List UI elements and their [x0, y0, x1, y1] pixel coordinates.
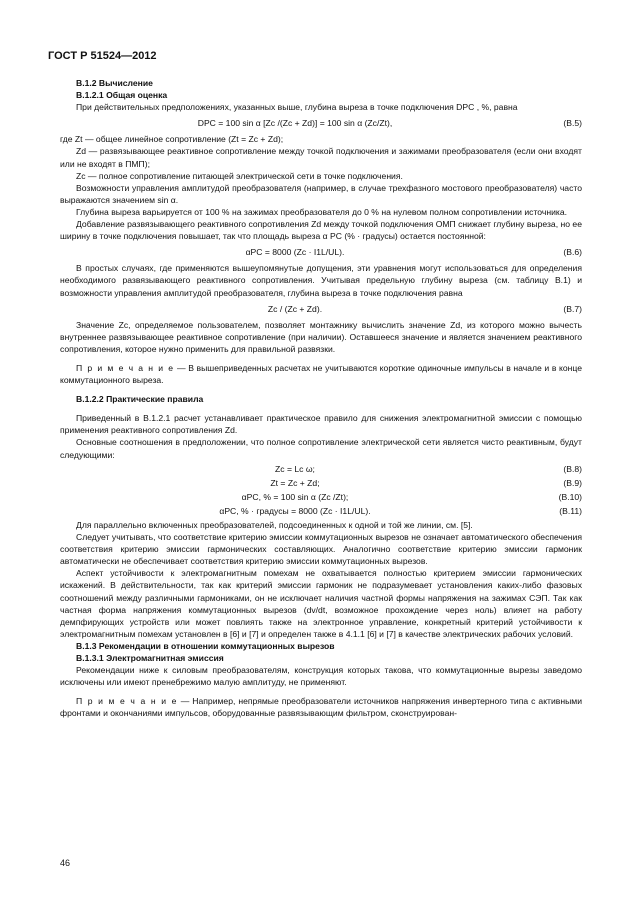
equation-expression: Zc = Lc ω; [275, 463, 315, 474]
equation-number: (В.8) [563, 463, 582, 474]
equation-b11 [60, 505, 582, 517]
equation-number: (В.5) [563, 118, 582, 129]
section-heading-b131: В.1.3.1 Электромагнитная эмиссия [76, 653, 224, 664]
equation-number: (В.9) [563, 477, 582, 488]
note-text: — Например, непрямые преобразователи источников напряжения инвертерного типа с активными фронтами и окончаниями импульсов, оборудованные развязывающим фильтром, сконструирован- [60, 696, 582, 719]
equation-expression: DPC = 100 sin α [Zc /(Zc + Zd)] = 100 sin α (Zc/Zt), [197, 118, 393, 129]
definition-zt: где Zt — общее линейное сопротивление (Zt = Zc + Zd); [60, 134, 284, 145]
note-label: П р и м е ч а н и е [76, 362, 175, 373]
equation-b8 [60, 463, 582, 475]
paragraph: Для параллельно включенных преобразователей, подсоединенных к одной и той же линии, см. [5]. [76, 520, 473, 530]
equation-b7 [60, 303, 582, 315]
equation-number: (В.10) [558, 491, 582, 502]
equation-b6 [60, 246, 582, 258]
page-content [60, 77, 582, 720]
equation-expression: αPC = 8000 (Zc · I1L/UL). [245, 247, 345, 258]
equation-number: (В.6) [563, 247, 582, 258]
equation-b10 [60, 491, 582, 503]
paragraph: В простых случаях, где применяются вышеупомянутые допущения, эти уравнения могут использоваться для определения необходимого развязывающего реактивного сопротивления. Учитывая предельную глубину выреза (см. таблицу В.1) и возможности управления амплитудой преобразователя, глубина выреза в точке подключения равна [60, 263, 582, 298]
equation-expression: αPC, % · градусы = 8000 (Zc · I1L/UL). [219, 505, 371, 516]
paragraph: При действительных предположениях, указанных выше, глубина выреза в точке подключения DPC , %, равна [76, 102, 518, 113]
paragraph: Значение Zc, определяемое пользователем, позволяет монтажнику вычислить значение Zd, из которого можно вычесть внутреннее развязывающее реактивное сопротивление (при наличии). Оставшееся значение и является значением реактивного сопротивления, которое нужно применить для правильной развязки. [60, 319, 582, 354]
definition-zc: Zc — полное сопротивление питающей электрической сети в точке подключения. [76, 170, 403, 181]
note-text: — В вышеприведенных расчетах не учитываются короткие одиночные импульсы в начале и в конце коммутационного выреза. [60, 362, 582, 386]
paragraph: Глубина выреза варьируется от 100 % на зажимах преобразователя до 0 % на нулевом полном сопротивлении источника. [76, 206, 568, 217]
paragraph: Аспект устойчивости к электромагнитным помехам не охватывается полностью критерием эмиссии гармонических искажений. В действительности, так как критерий эмиссии гармоник не подразумевает установления каких-либо фазовых соотношений между различными гармониками, он не исключает наличия частной формы напряжения на зажимах СЭП. Так как частная форма напряжения коммутационных вырезов (dv/dt, возможное прохождение через ноль) влияет на работу демпфирующих устройств или может повлиять также на электронное управление, конкретный критерий устойчивости к электромагнитным помехам установлен в [6] и [7] и определен также в 4.1.1 [6] и [7] в качестве электрических рабочих условий. [60, 568, 582, 639]
equation-expression: Zt = Zc + Zd; [270, 477, 320, 488]
section-heading-b13: В.1.3 Рекомендации в отношении коммутационных вырезов [76, 640, 335, 651]
equation-expression: Zc / (Zc + Zd). [267, 303, 323, 314]
paragraph: Рекомендации ниже к силовым преобразователям, конструкция которых такова, что коммутационные вырезы заведомо исключены или имеют пренебрежимо малую амплитуду, не применяют. [60, 665, 582, 688]
section-heading-b122: В.1.2.2 Практические правила [76, 394, 204, 405]
paragraph: Добавление развязывающего реактивного сопротивления Zd между точкой подключения ОМП снижает глубину выреза, но ее ширину в точке подключения повышает, так что площадь выреза α PC (% · градусы) остается постоянной: [60, 219, 582, 242]
paragraph: Следует учитывать, что соответствие критерию эмиссии коммутационных вырезов не означает автоматического обеспечения соответствия критерию эмиссии гармонических составляющих. Аналогично соответствие критерию эмиссии гармоник автоматически не обеспечивает соответствия критерию эмиссии коммутационных вырезов. [60, 532, 582, 567]
note-1 [60, 362, 582, 386]
page-number: 46 [60, 858, 71, 868]
paragraph: Возможности управления амплитудой преобразователя (например, в случае трехфазного мостового преобразователя) часто выражаются значением sin α. [60, 182, 582, 205]
equation-b9 [60, 477, 582, 489]
paragraph: Основные соотношения в предположении, что полное сопротивление электрической сети является чисто реактивным, будут следующими: [60, 437, 582, 460]
section-heading-b12: В.1.2 Вычисление [76, 78, 153, 88]
note-label: П р и м е ч а н и е [76, 696, 178, 707]
standard-header: ГОСТ Р 51524—2012 [48, 50, 157, 62]
section-heading-b121: В.1.2.1 Общая оценка [76, 90, 168, 101]
equation-number: (В.7) [563, 303, 582, 314]
equation-expression: αPC, % = 100 sin α (Zc /Zt); [241, 491, 349, 502]
note-2 [60, 695, 582, 719]
equation-number: (В.11) [559, 505, 582, 516]
definition-zd: Zd — развязывающее реактивное сопротивление между точкой подключения и зажимами преобразователя (если они входят или не входят в ПМП); [60, 146, 582, 169]
paragraph: Приведенный в В.1.2.1 расчет устанавливает практическое правило для снижения электромагнитной эмиссии с помощью применения реактивного сопротивления Zd. [60, 413, 582, 436]
equation-b5 [60, 117, 582, 129]
